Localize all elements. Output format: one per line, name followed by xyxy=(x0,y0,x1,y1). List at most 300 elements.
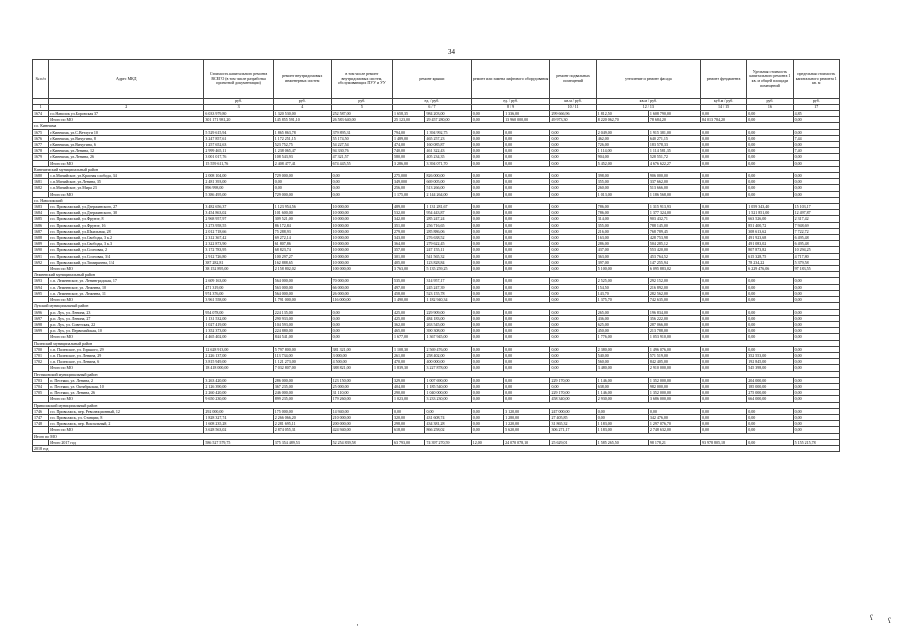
table-cell: 0,00 xyxy=(504,352,550,358)
table-cell: 0,00 xyxy=(550,142,596,148)
table-cell: 0,00 xyxy=(471,377,503,383)
row-address: с.п. Лежневское, ул. Лежнева, 10 xyxy=(49,284,204,290)
table-cell: 357,00 xyxy=(393,247,425,253)
table-cell: 1 915 381,00 xyxy=(648,129,700,135)
table-cell: 1 352 373,00 xyxy=(204,328,273,334)
table-cell: 0,00 xyxy=(550,222,596,228)
table-cell: 0,00 xyxy=(700,309,746,315)
table-cell: 851 400,72 xyxy=(747,222,793,228)
row-address: г.п. Приволжск, пер. Революционный, 12 xyxy=(49,408,204,414)
table-cell: 301 171 981,20 xyxy=(204,117,273,123)
table-cell: 0,00 xyxy=(700,328,746,334)
table-cell: 7,44 xyxy=(793,135,839,141)
table-cell: 308 613,62 xyxy=(747,228,793,234)
table-cell: 0,00 xyxy=(471,334,503,340)
table-cell: 571 519,00 xyxy=(648,352,700,358)
table-cell: 31 865,32 xyxy=(550,421,596,427)
table-cell: 3 286,00 xyxy=(393,160,425,166)
table-cell: 282 562,00 xyxy=(648,290,700,296)
table-cell: 0,00 xyxy=(550,216,596,222)
table-cell: 2 281 695,11 xyxy=(273,421,331,427)
table-cell: 0,00 xyxy=(471,117,503,123)
table-cell: 0,00 xyxy=(793,185,839,191)
table-cell: 0,00 xyxy=(504,290,550,296)
table-cell: 0,00 xyxy=(747,185,793,191)
row-address: г.п. Приволжский, ул.Сосновая, 3/4 xyxy=(49,253,204,259)
table-cell: 1 053 910,00 xyxy=(648,334,700,340)
row-address: Итого по МО xyxy=(49,427,204,433)
section-label: Лежневский муниципальный район xyxy=(33,272,840,278)
table-cell: 1 186 568,00 xyxy=(648,191,700,197)
table-cell: 29 457 280,00 xyxy=(425,117,471,123)
row-number: 1680 xyxy=(33,173,49,179)
table-cell: 1 108,30 xyxy=(393,346,425,352)
table-cell: 0,00 xyxy=(747,321,793,327)
table-cell: 0,00 xyxy=(471,266,503,272)
row-address: р.п. Лух, ул. Первомайская, 10 xyxy=(49,328,204,334)
table-cell: 1 828 327,74 xyxy=(204,414,273,420)
table-cell: 4 717,80 xyxy=(793,253,839,259)
table-cell: 0,00 xyxy=(700,377,746,383)
table-cell: 0,00 xyxy=(700,266,746,272)
row-address: г.Кинешма, ул.С.Ветлуги 10 xyxy=(49,129,204,135)
table-cell: 108 543,93 xyxy=(273,154,331,160)
table-cell: 489,00 xyxy=(393,204,425,210)
table-cell: 100 000,00 xyxy=(331,266,392,272)
table-cell: 0,00 xyxy=(471,160,503,166)
table-cell: 0,00 xyxy=(747,290,793,296)
table-cell: 98 178,21 xyxy=(648,439,700,445)
row-number: 1747 xyxy=(33,414,49,420)
table-cell: 0,00 xyxy=(550,321,596,327)
table-cell: 3 227 878,00 xyxy=(425,365,471,371)
row-number: 1704 xyxy=(33,383,49,389)
row-address: г.Кинешма, ул.Вичугина, 8 xyxy=(49,135,204,141)
table-cell: 2 609 163,00 xyxy=(204,278,273,284)
table-cell: 664 000,00 xyxy=(747,396,793,402)
table-cell: 0,00 xyxy=(747,148,793,154)
table-cell: 0,00 xyxy=(793,383,839,389)
table-cell: 351,00 xyxy=(393,222,425,228)
header-foundation: ремонт фундамента xyxy=(700,60,746,99)
row-address: Итого по МО xyxy=(49,297,204,303)
table-cell: 0,00 xyxy=(504,396,550,402)
table-cell: 1 394 992,75 xyxy=(425,129,471,135)
table-cell: 794,00 xyxy=(393,129,425,135)
section-label: г.о. Кинешма xyxy=(33,123,840,129)
table-cell: 0,00 xyxy=(471,414,503,420)
table-cell: 5 452,00 xyxy=(596,160,648,166)
table-cell: 1 185 540,00 xyxy=(425,383,471,389)
table-cell: 247 000,00 xyxy=(550,408,596,414)
table-cell: 0,00 xyxy=(331,334,392,340)
table-cell: 3 763,00 xyxy=(393,266,425,272)
table-cell: 424 940,00 xyxy=(331,427,392,433)
row-address: г.п. Приволжский, ул.Шкильная, 28 xyxy=(49,228,204,234)
table-cell: 94 330,76 xyxy=(331,148,392,154)
table-cell: 1 013,00 xyxy=(596,191,648,197)
table-cell: 0,00 xyxy=(793,421,839,427)
table-cell: 5 529 615,94 xyxy=(204,129,273,135)
table-cell: 229 170,00 xyxy=(550,377,596,383)
table-cell: 540,00 xyxy=(596,352,648,358)
table-cell: 0,00 xyxy=(793,129,839,135)
row-number: 1674 xyxy=(33,111,49,117)
table-cell: 0,00 xyxy=(504,222,550,228)
table-cell: 0,00 xyxy=(747,179,793,185)
table-cell: 26 000,00 xyxy=(331,290,392,296)
table-cell: 2 380,00 xyxy=(596,346,648,352)
table-cell: 3 172 783,95 xyxy=(204,247,273,253)
table-cell: 0,00 xyxy=(504,129,550,135)
table-cell: 0,00 xyxy=(700,253,746,259)
row-address: г.п. Приволжск, ул. Станции, 8 xyxy=(49,414,204,420)
table-cell: 0,00 xyxy=(700,160,746,166)
table-cell: 0,00 xyxy=(504,390,550,396)
table-cell: 306 271,17 xyxy=(550,427,596,433)
table-cell: 2 049,00 xyxy=(596,129,648,135)
table-cell: 0,00 xyxy=(793,179,839,185)
table-cell: 0,00 xyxy=(471,228,503,234)
row-number: 1693 xyxy=(33,278,49,284)
table-cell: 38 152 895,00 xyxy=(204,266,273,272)
table-cell: 0,00 xyxy=(793,142,839,148)
table-cell: 497,00 xyxy=(393,284,425,290)
table-cell: 826 000,00 xyxy=(425,173,471,179)
table-cell: 286,00 xyxy=(596,241,648,247)
table-cell: 192 845,00 xyxy=(747,359,793,365)
table-cell: 0,00 xyxy=(471,309,503,315)
table-cell: 7 032 807,00 xyxy=(273,365,331,371)
table-cell: 0,00 xyxy=(700,148,746,154)
table-cell: 4 676 622,27 xyxy=(648,160,700,166)
table-cell: 0,00 xyxy=(471,421,503,427)
table-cell: 301,00 xyxy=(393,253,425,259)
table-cell: 0,00 xyxy=(793,284,839,290)
table-cell: 204 000,00 xyxy=(747,377,793,383)
table-cell: 0,00 xyxy=(471,191,503,197)
table-cell: 104 593,00 xyxy=(273,321,331,327)
table-cell: 0,00 xyxy=(700,408,746,414)
table-cell: 405,00 xyxy=(393,259,425,265)
row-number: 1699 xyxy=(33,328,49,334)
table-cell: 93 978 805,18 xyxy=(700,439,746,445)
table-cell: 545 398,00 xyxy=(747,365,793,371)
table-cell: 1 521 851,00 xyxy=(747,210,793,216)
table-cell: 2 569 476,00 xyxy=(425,346,471,352)
table-cell: 0,00 xyxy=(793,290,839,296)
row-number: 1689 xyxy=(33,241,49,247)
table-cell: 0,00 xyxy=(700,427,746,433)
row-address: с.п.Мичийское, ул.Ленина, 35 xyxy=(49,179,204,185)
table-cell: 10 000,00 xyxy=(331,235,392,241)
table-cell: 1 182 940,34 xyxy=(425,297,471,303)
table-cell: 78 234,22 xyxy=(747,259,793,265)
table-cell: 116 000,00 xyxy=(331,297,392,303)
table-cell: 0,00 xyxy=(331,191,392,197)
table-cell: 4 500,00 xyxy=(331,359,392,365)
table-cell: 1 059 343,40 xyxy=(747,204,793,210)
table-cell: 298,00 xyxy=(393,421,425,427)
table-cell: 398,00 xyxy=(596,173,648,179)
table-cell: 0,00 xyxy=(700,297,746,303)
table-cell: 0,00 xyxy=(504,315,550,321)
section-label: Кинешемский муниципальный район xyxy=(33,166,840,172)
table-cell: 0,00 xyxy=(700,210,746,216)
table-cell: 213 788,00 xyxy=(648,328,700,334)
table-cell: 0,00 xyxy=(747,142,793,148)
table-cell: 0,00 xyxy=(550,359,596,365)
table-cell: 453 764,52 xyxy=(648,253,700,259)
table-cell: 0,00 xyxy=(504,154,550,160)
table-cell: 2 322 873,90 xyxy=(204,241,273,247)
table-cell: 246 000,00 xyxy=(273,390,331,396)
table-cell: 461 322,43 xyxy=(425,148,471,154)
table-cell: 229 170,00 xyxy=(550,390,596,396)
table-cell: 1 496 076,00 xyxy=(648,346,700,352)
table-cell: 9 650 230,00 xyxy=(204,396,273,402)
table-cell: 3 120,00 xyxy=(504,408,550,414)
table-cell: 12 497,87 xyxy=(793,210,839,216)
table-cell: 0,00 xyxy=(393,408,425,414)
table-cell: 0,00 xyxy=(550,297,596,303)
table-cell: 265,00 xyxy=(596,309,648,315)
table-cell: 1 658,35 xyxy=(393,111,425,117)
table-cell: 1 839,30 xyxy=(393,365,425,371)
table-cell: 101 600,00 xyxy=(273,210,331,216)
table-cell: 356 222,00 xyxy=(648,315,700,321)
table-cell: 984 203,00 xyxy=(425,111,471,117)
table-cell: 523 752,75 xyxy=(273,142,331,148)
row-address: п. Пестяки, ул. Ленина, 2 xyxy=(49,377,204,383)
table-cell: 0,00 xyxy=(504,321,550,327)
section-label: Лухский муниципальный район xyxy=(33,303,840,309)
table-cell: 61 807,86 xyxy=(273,241,331,247)
table-cell: 0,00 xyxy=(504,247,550,253)
table-cell: 0,00 xyxy=(700,191,746,197)
table-cell: 474,00 xyxy=(393,142,425,148)
table-cell: 3 263 420,00 xyxy=(204,377,273,383)
table-cell: 0,00 xyxy=(471,204,503,210)
table-cell: 3 000,00 xyxy=(331,352,392,358)
table-cell: 0,00 xyxy=(793,191,839,197)
table-cell: 0,00 xyxy=(747,135,793,141)
table-cell: 363,00 xyxy=(596,253,648,259)
table-cell: 0,00 xyxy=(471,359,503,365)
section-label: Итого по МО xyxy=(33,433,840,439)
table-cell: 0,00 xyxy=(504,365,550,371)
header-number: № п/п xyxy=(33,60,49,99)
table-cell: 504 285,12 xyxy=(648,241,700,247)
table-cell: 491 923,68 xyxy=(747,235,793,241)
table-cell: 3 815 949,00 xyxy=(204,359,273,365)
table-cell: 786,00 xyxy=(596,204,648,210)
table-cell: 729 000,00 xyxy=(273,173,331,179)
table-cell: 1 146,00 xyxy=(596,390,648,396)
table-cell: 0,00 xyxy=(471,222,503,228)
table-cell: 0,00 xyxy=(471,278,503,284)
table-cell: 352 553,00 xyxy=(747,352,793,358)
row-number: 1675 xyxy=(33,129,49,135)
table-cell: 3 394 071,70 xyxy=(425,160,471,166)
section-label: Пестяковский муниципальный район xyxy=(33,371,840,377)
table-cell: 70 000,00 xyxy=(331,278,392,284)
table-cell: 6 495,48 xyxy=(793,235,839,241)
header-roof: ремонт крыши xyxy=(393,60,472,99)
table-cell: 0,00 xyxy=(331,173,392,179)
row-address: г.Кинешма, ул.Ленина, 26 xyxy=(49,154,204,160)
table-cell: 276 638,52 xyxy=(425,235,471,241)
table-cell: 154,50 xyxy=(596,284,648,290)
table-cell: 375 354 489,53 xyxy=(273,439,331,445)
table-cell: 470,00 xyxy=(393,359,425,365)
table-cell: 247 155,11 xyxy=(425,247,471,253)
table-cell: 513 266,00 xyxy=(425,185,471,191)
table-cell: 69 272,14 xyxy=(273,235,331,241)
table-cell: 0,00 xyxy=(471,247,503,253)
unit-cell: руб. xyxy=(273,99,331,105)
table-cell: 0,00 xyxy=(747,439,793,445)
table-cell: 0,00 xyxy=(550,266,596,272)
table-cell: 285 247,24 xyxy=(425,216,471,222)
table-cell: 0,00 xyxy=(504,284,550,290)
table-cell: 299 666,96 xyxy=(550,111,596,117)
table-cell: 1 027 419,00 xyxy=(204,321,273,327)
table-cell: 0,00 xyxy=(550,135,596,141)
table-cell: 381 321,00 xyxy=(331,346,392,352)
table-cell: 285 886,06 xyxy=(425,228,471,234)
row-number: 1696 xyxy=(33,309,49,315)
table-cell: 143,70 xyxy=(596,290,648,296)
table-cell: 0,00 xyxy=(504,142,550,148)
table-cell: 0,00 xyxy=(550,346,596,352)
table-cell: 0,00 xyxy=(550,235,596,241)
table-cell: 0,00 xyxy=(700,179,746,185)
row-number: 1703 xyxy=(33,377,49,383)
table-cell: 866 258,02 xyxy=(425,427,471,433)
table-cell: 163,00 xyxy=(596,235,648,241)
table-cell: 0,00 xyxy=(550,191,596,197)
table-cell: 364,00 xyxy=(393,241,425,247)
header-unit-cost: Удельная стоимость капитального ремонта 1 кв. м общей площади помещений xyxy=(747,60,793,99)
table-cell: 0,00 xyxy=(700,290,746,296)
table-cell: 1 377 324,00 xyxy=(648,210,700,216)
row-address: г.о.Наволок ул.Боровская 37 xyxy=(49,111,204,117)
table-cell: 3 482 656,37 xyxy=(204,204,273,210)
table-cell: 256,00 xyxy=(393,185,425,191)
table-cell: 74 397 270,59 xyxy=(425,439,471,445)
repair-program-table xyxy=(32,59,840,452)
table-cell: 0,00 xyxy=(471,216,503,222)
table-cell: 0,00 xyxy=(747,173,793,179)
table-cell: 286 000,00 xyxy=(273,377,331,383)
table-cell: 3 628 563,02 xyxy=(204,427,273,433)
table-cell: 0,00 xyxy=(471,427,503,433)
table-cell: 1 776,00 xyxy=(596,334,648,340)
table-cell: 10 000,00 xyxy=(331,253,392,259)
table-cell: 2 874 055,31 xyxy=(273,427,331,433)
table-cell: 0,00 xyxy=(504,334,550,340)
table-body xyxy=(33,111,840,452)
table-cell: 2 408 477,41 xyxy=(273,160,331,166)
table-cell: 0,00 xyxy=(747,278,793,284)
table-cell: 355,00 xyxy=(596,222,648,228)
table-cell: 2 968 957,97 xyxy=(204,216,273,222)
row-number: 1700 xyxy=(33,346,49,352)
table-cell: 3 273 958,55 xyxy=(204,222,273,228)
table-cell: 342,00 xyxy=(393,216,425,222)
table-cell: 0,00 xyxy=(793,315,839,321)
table-cell: 0,00 xyxy=(471,142,503,148)
header-row-titles xyxy=(33,60,840,99)
header-metering-systems: в том числе ремонт внутридомовых систем, обслуживающих ПУУ и УУ xyxy=(331,60,392,99)
table-cell: 337 662,00 xyxy=(648,179,700,185)
table-cell: 669 005,00 xyxy=(425,179,471,185)
table-cell: 279 622,45 xyxy=(425,241,471,247)
table-cell: 2 912 726,80 xyxy=(204,253,273,259)
table-cell: 0,00 xyxy=(700,396,746,402)
table-cell: 0,00 xyxy=(504,328,550,334)
row-address: с.п. Лежневское, ул. Ленинградская, 17 xyxy=(49,278,204,284)
index-cell: 6 / 7 xyxy=(393,105,472,111)
table-cell: 367 235,00 xyxy=(273,383,331,389)
table-cell: 1 677,00 xyxy=(393,334,425,340)
table-cell: 768 789,45 xyxy=(648,228,700,234)
table-cell: 1 585 265,50 xyxy=(596,439,648,445)
table-cell: 428 753,98 xyxy=(648,235,700,241)
table-cell: 3 961 558,00 xyxy=(204,297,273,303)
row-number: 1694 xyxy=(33,284,49,290)
table-cell: 1 183,00 xyxy=(596,427,648,433)
table-cell: 343,00 xyxy=(393,235,425,241)
table-cell: 1 489,00 xyxy=(393,135,425,141)
table-cell: 15 103,17 xyxy=(793,204,839,210)
table-cell: 210 000,00 xyxy=(331,414,392,420)
table-cell: 436,00 xyxy=(596,315,648,321)
row-address: Итого 2017 год xyxy=(49,439,204,445)
row-address: р.п. Лух, ул. Ленина, 23 xyxy=(49,309,204,315)
table-cell: 3 001 017,76 xyxy=(204,154,273,160)
table-cell: 24 070 078,10 xyxy=(504,439,550,445)
index-cell: 8 / 9 xyxy=(471,105,550,111)
table-cell: 1 114,00 xyxy=(596,148,648,154)
row-address: г.п. Приволжский, ул.Тимирязева, 1/4 xyxy=(49,259,204,265)
table-cell: 437,00 xyxy=(596,247,648,253)
row-number: 1676 xyxy=(33,135,49,141)
table-cell: 397,00 xyxy=(596,259,648,265)
table-cell: 10 000,00 xyxy=(331,241,392,247)
row-number: 1685 xyxy=(33,216,49,222)
table-cell: 553 420,00 xyxy=(648,247,700,253)
table-cell: 0,00 xyxy=(793,154,839,160)
row-number: 1702 xyxy=(33,359,49,365)
table-cell: 14 940,00 xyxy=(331,408,392,414)
header-elevator: ремонт или замена лифтового оборудования xyxy=(471,60,550,99)
table-cell: 0,00 xyxy=(504,173,550,179)
table-cell: 256 716,65 xyxy=(425,222,471,228)
table-cell: 0,00 xyxy=(793,321,839,327)
table-cell: 275 000,00 xyxy=(747,390,793,396)
table-cell: 1 352 000,00 xyxy=(648,390,700,396)
row-number: 1683 xyxy=(33,204,49,210)
table-cell: 362,00 xyxy=(393,321,425,327)
header-facade: утепление и ремонт фасада xyxy=(596,60,700,99)
table-cell: 0,00 xyxy=(550,334,596,340)
table-cell: 0,00 xyxy=(471,129,503,135)
table-cell: 0,00 xyxy=(793,414,839,420)
table-cell: 0,00 xyxy=(793,334,839,340)
table-cell: 147 255,94 xyxy=(648,259,700,265)
